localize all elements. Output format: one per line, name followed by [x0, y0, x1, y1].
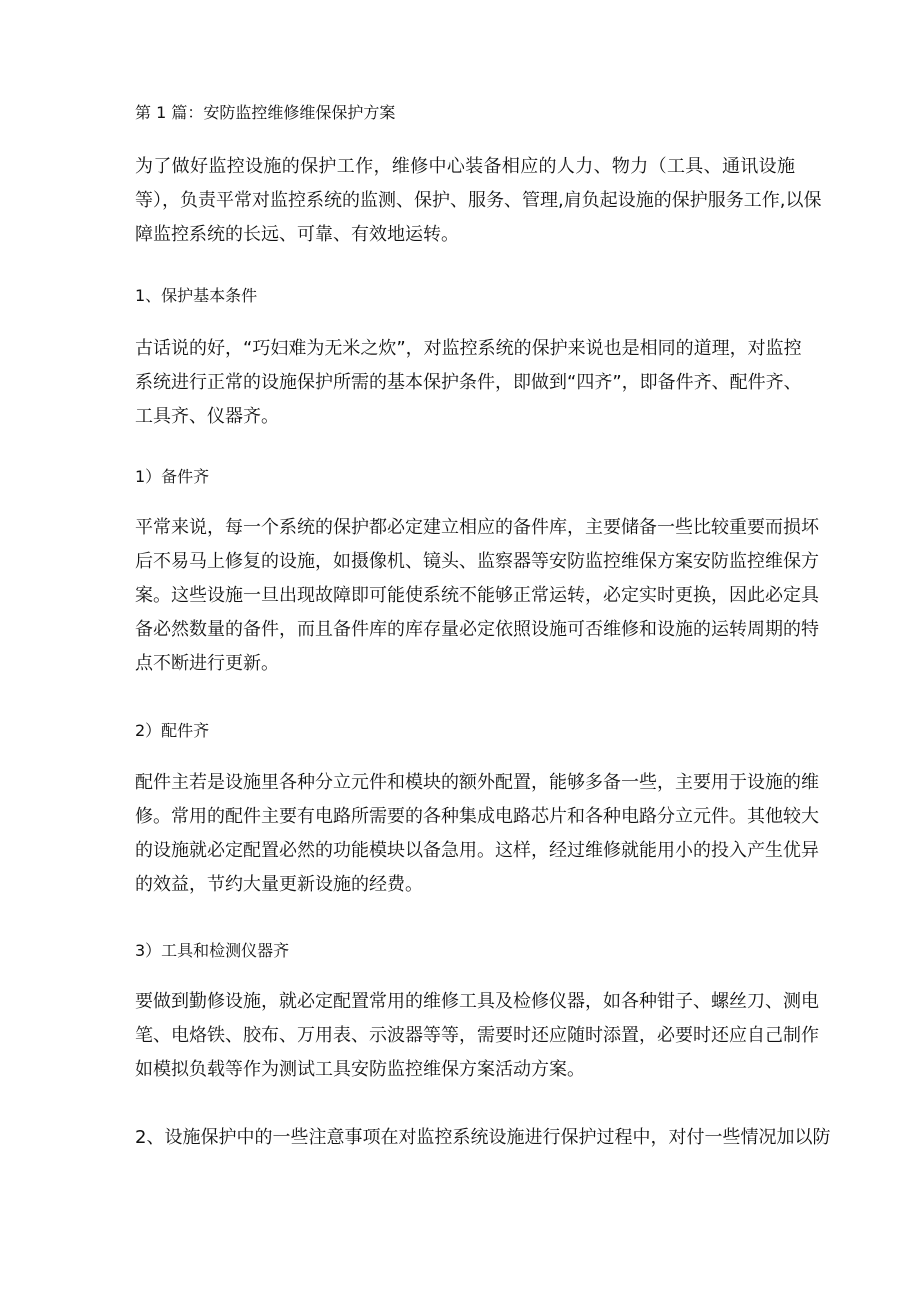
paragraph-line: 的效益，节约大量更新设施的经费。: [135, 874, 423, 895]
paragraph-line: 的设施就必定配置必然的功能模块以备急用。这样，经过维修就能用小的投入产生优异: [135, 840, 819, 861]
intro-paragraph: [135, 150, 822, 252]
paragraph-line: 系统进行正常的设施保护所需的基本保护条件，即做到“四齐”，即备件齐、配件齐、: [135, 372, 802, 393]
paragraph-line: 如模拟负载等作为测试工具安防监控维保方案活动方案。: [135, 1059, 585, 1080]
document-title: 第 1 篇：安防监控维修维保保护方案: [135, 103, 396, 122]
paragraph-line: 笔、电烙铁、胶布、万用表、示波器等等，需要时还应随时添置，必要时还应自己制作: [135, 1025, 819, 1046]
subsection1-paragraph: [135, 511, 819, 681]
paragraph-line: 2、设施保护中的一些注意事项在对监控系统设施进行保护过程中，对付一些情况加以防: [135, 1127, 831, 1148]
section-heading-1: 1、保护基本条件: [135, 286, 258, 305]
paragraph-line: 配件主若是设施里各种分立元件和模块的额外配置，能够多备一些，主要用于设施的维: [135, 772, 819, 793]
paragraph-line: 修。常用的配件主要有电路所需要的各种集成电路芯片和各种电路分立元件。其他较大: [135, 806, 819, 827]
paragraph-line: 备必然数量的备件，而且备件库的库存量必定依照设施可否维修和设施的运转周期的特: [135, 619, 819, 640]
paragraph-line: 障监控系统的长远、可靠、有效地运转。: [135, 224, 459, 245]
paragraph-line: 点不断进行更新。: [135, 653, 279, 674]
paragraph-line: 平常来说，每一个系统的保护都必定建立相应的备件库，主要储备一些比较重要而损坏: [135, 517, 819, 538]
paragraph-line: 后不易马上修复的设施，如摄像机、镜头、监察器等安防监控维保方案安防监控维保方: [135, 551, 819, 572]
paragraph-line: 案。这些设施一旦出现故障即可能使系统不能够正常运转，必定实时更换，因此必定具: [135, 585, 819, 606]
paragraph-line: 等），负责平常对监控系统的监测、保护、服务、管理,肩负起设施的保护服务工作,以保: [135, 190, 822, 211]
paragraph-line: 为了做好监控设施的保护工作，维修中心装备相应的人力、物力（工具、通讯设施: [135, 156, 795, 177]
subsection-heading-1: 1）备件齐: [135, 467, 210, 486]
subsection-heading-2: 2）配件齐: [135, 721, 210, 740]
subsection2-paragraph: [135, 766, 819, 902]
section1-paragraph: [135, 332, 802, 434]
subsection-heading-3: 3）工具和检测仪器齐: [135, 941, 290, 960]
paragraph-line: 要做到勤修设施，就必定配置常用的维修工具及检修仪器，如各种钳子、螺丝刀、测电: [135, 991, 819, 1012]
subsection3-paragraph: [135, 985, 819, 1087]
section2-paragraph: [135, 1121, 831, 1155]
paragraph-line: 古话说的好，“巧妇难为无米之炊”，对监控系统的保护来说也是相同的道理，对监控: [135, 338, 802, 359]
paragraph-line: 工具齐、仪器齐。: [135, 406, 279, 427]
